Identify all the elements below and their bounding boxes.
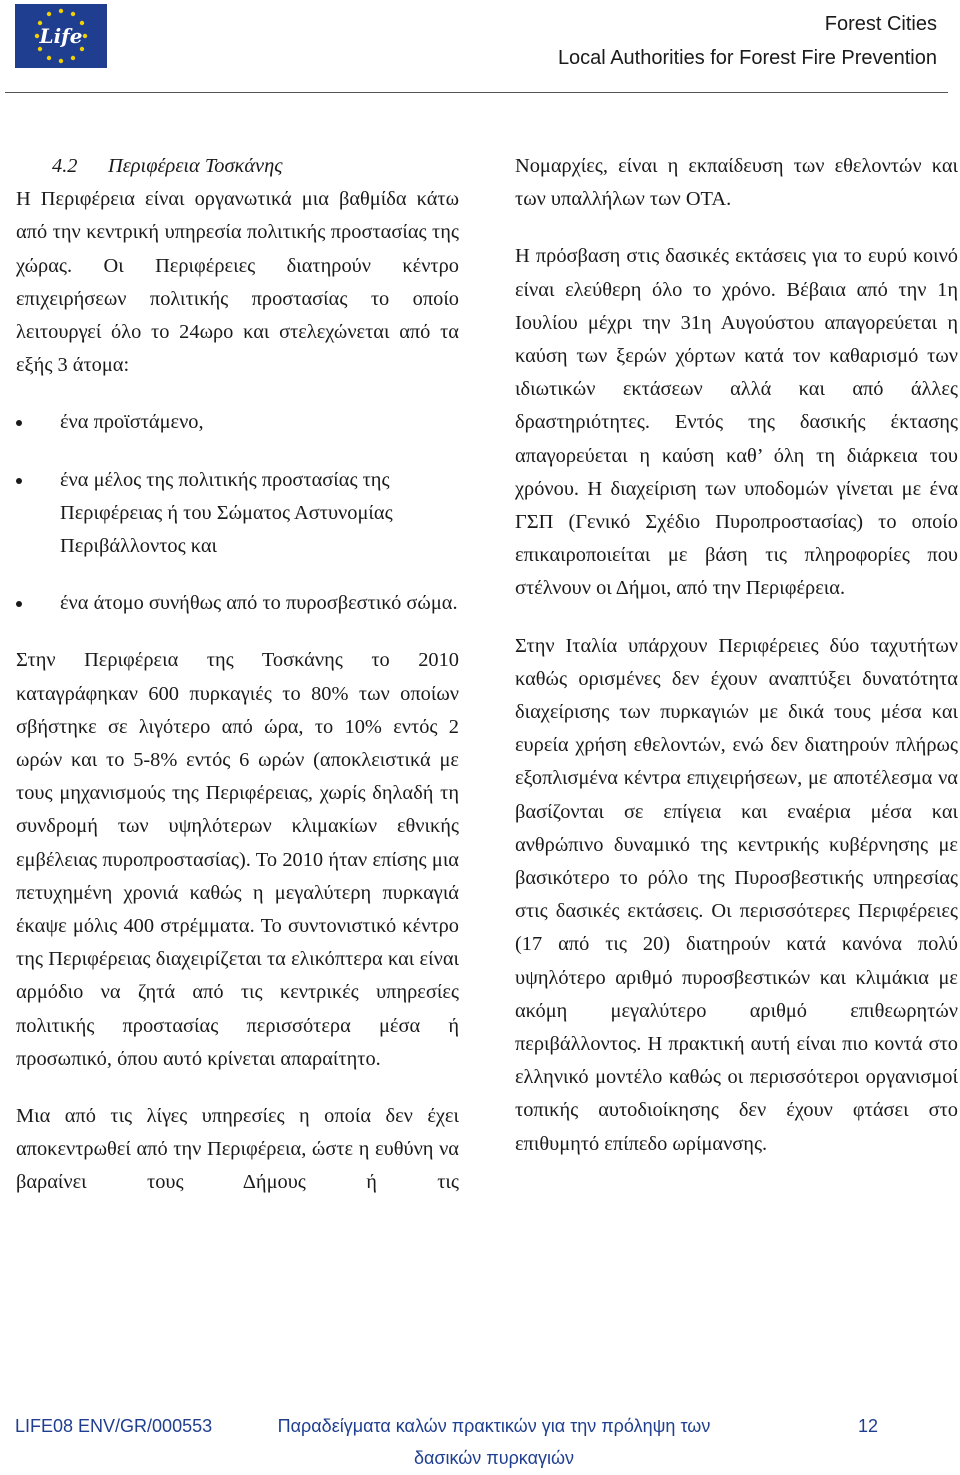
eu-life-logo-icon [15,4,107,68]
statistics-paragraph: Στην Περιφέρεια της Τοσκάνης το 2010 καταγράφηκαν 600 πυρκαγιές το 80% των οποίων σβήστηκε σε λιγότερο από ώρα, το 10% εντός 2 ωρών και το 5-8% εντός 6 ωρών (αποκλειστικά με τους μηχανισμούς της Περιφέρειας, χωρίς δηλαδή τη συνδρομή των υψηλότερων κλιμακίων εθνικής εμβέλειας πυροπροστασίας). Το 2010 ήταν επίσης μια πετυχημένη χρονιά καθώς η μεγαλύτερη πυρκαγιά έκαψε μόλις 400 στρέμματα. Το συντονιστικό κέντρο της Περιφέρειας διαχειρίζεται τα ελικόπτερα και είναι αρμόδιο να ζητά από τις κεντρικές υπηρεσίες πολιτικής προστασίας περισσότερα μέσα ή προσωπικό, όπου αυτό κρίνεται απαραίτητο. [16,649,459,1070]
intro-paragraph: Η Περιφέρεια είναι οργανωτικά μια βαθμίδα κάτω από την κεντρική υπηρεσία πολιτικής προστασίας της χώρας. Οι Περιφέρειες διατηρούν κέντρο επιχειρήσεων πολιτικής προστασίας το οποίο λειτουργεί όλο το 24ωρο και στελεχώνεται από τα εξής 3 άτομα: [16,188,459,377]
right-column [515,150,958,1161]
left-column [16,150,459,1200]
section-title: Περιφέρεια Τοσκάνης [108,155,283,177]
header-divider [5,92,948,93]
forest-access-paragraph: Η πρόσβαση στις δασικές εκτάσεις για το ευρύ κοινό είναι ελεύθερη όλο το χρόνο. Βέβαια από την 1η Ιουλίου μέχρι την 31η Αυγούστου απαγορεύεται η καύση των ξερών χόρτων κατά τον καθαρισμό των ιδιωτικών εκτάσεων αλλά και από άλλες δραστηριότητες. Εντός της δασικής έκτασης απαγορεύεται η καύση καθ’ όλη τη διάρκεια του χρόνου. Η διαχείριση των υποδομών γίνεται με ένα ΓΣΠ (Γενικό Σχέδιο Πυροπροστασίας) το οποίο επικαιροποιείται με βάση τις πληροφορίες που στέλνουν οι Δήμοι, από την Περιφέρεια. [515,245,958,600]
footer-title: Παραδείγματα καλών πρακτικών για την πρόληψη των δασικών πυρκαγιών [277,1416,711,1468]
section-number: 4.2 [52,155,78,177]
life-logo [15,4,107,68]
list-item: ένα προϊστάμενο, [16,406,459,439]
staff-list [16,406,459,620]
header-subtitle: Local Authorities for Forest Fire Prevention [557,47,937,69]
document-header [558,10,937,72]
logo-text: Life [39,24,83,48]
list-item: ένα μέλος της πολιτικής προστασίας της Περιφέρειας ή του Σώματος Αστυνομίας Περιβάλλοντος και [16,464,459,564]
project-code: LIFE08 ENV/GR/000553 [15,1416,213,1436]
section-heading [16,150,459,183]
training-paragraph: Νομαρχίες, είναι η εκπαίδευση των εθελοντών και των υπαλλήλων των ΟΤΑ. [515,155,958,211]
page-number: 12 [858,1416,879,1436]
decentralization-paragraph: Μια από τις λίγες υπηρεσίες η οποία δεν έχει αποκεντρωθεί από την Περιφέρεια, ώστε η ευθύνη να βαραίνει τους Δήμους ή τις [16,1105,459,1194]
italy-regions-paragraph: Στην Ιταλία υπάρχουν Περιφέρειες δύο ταχυτήτων καθώς ορισμένες δεν έχουν αναπτύξει δυνατότητα διαχείρισης των πυρκαγιών με δικά τους μέσα και ευρεία χρήση εθελοντών, ενώ δεν διατηρούν πλήρως εξοπλισμένα κέντρα επιχειρήσεων, με αποτέλεσμα να βασίζονται σε επίγεια και εναέρια μέσα και ανθρώπινο δυναμικό της κεντρικής κυβέρνησης με βασικότερο το ρόλο της Πυροσβεστικής υπηρεσίας στις δασικές εκτάσεις. Οι περισσότερες Περιφέρειες (17 από τις 20) διατηρούν κατά κανόνα πολύ υψηλότερο αριθμό πυροσβεστικών και κλιμάκια με ακόμη μεγαλύτερο αριθμό επιθεωρητών περιβάλλοντος. Η πρακτική αυτή είναι πιο κοντά στο ελληνικό μοντέλο καθώς οι περισσότεροι οργανισμοί τοπικής αυτοδιοίκησης δεν έχουν φτάσει στο επιθυμητό επίπεδο ωρίμανσης. [515,634,958,1155]
header-title: Forest Cities [824,13,937,35]
list-item: ένα άτομο συνήθως από το πυροσβεστικό σώμα. [16,587,459,620]
